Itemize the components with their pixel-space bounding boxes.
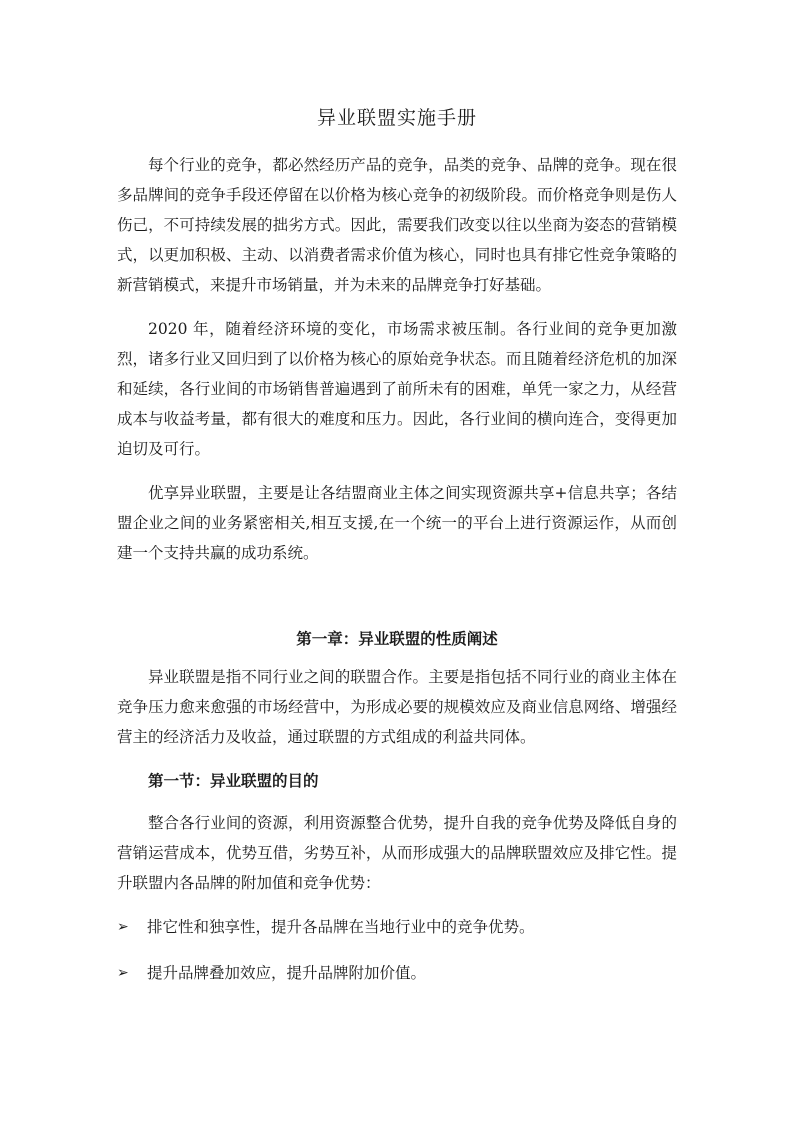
section-heading: 第一节：异业联盟的目的 bbox=[148, 771, 319, 790]
section-paragraph: 整合各行业间的资源，利用资源整合优势，提升自我的竞争优势及降低自身的营销运营成本，优势互借，劣势互补，从而形成强大的品牌联盟效应及排它性。提升联盟内各品牌的附加值和竞争优势： bbox=[117, 814, 677, 892]
intro-paragraph: 每个行业的竞争，都必然经历产品的竞争，品类的竞争、品牌的竞争。现在很多品牌间的竞争手段还停留在以价格为核心竞争的初级阶段。而价格竞争则是伤人伤己，不可持续发展的拙劣方式。因此，需要我们改变以往以坐商为姿态的营销模式，以更加积极、主动、以消费者需求价值为核心，同时也具有排它性竞争策略的新营销模式，来提升市场销量，并为未来的品牌竞争打好基础。 bbox=[117, 156, 677, 294]
intro-paragraph: 优享异业联盟，主要是让各结盟商业主体之间实现资源共享+信息共享；各结盟企业之间的业务紧密相关,相互支援,在一个统一的平台上进行资源运作，从而创建一个支持共赢的成功系统。 bbox=[117, 484, 677, 562]
bullet-list bbox=[117, 912, 677, 988]
chapter-paragraph: 异业联盟是指不同行业之间的联盟合作。主要是指包括不同行业的商业主体在竞争压力愈来愈强的市场经营中，为形成必要的规模效应及商业信息网络、增强经营主的经济活力及收益，通过联盟的方式组成的利益共同体。 bbox=[117, 668, 677, 746]
list-item-text: 提升品牌叠加效应，提升品牌附加价值。 bbox=[147, 964, 427, 982]
intro-paragraph: 2020 年，随着经济环境的变化，市场需求被压制。各行业间的竞争更加激烈，诸多行业又回归到了以价格为核心的原始竞争状态。而且随着经济危机的加深和延续，各行业间的市场销售普遍遇到了前所未有的困难，单凭一家之力，从经营成本与收益考量，都有很大的难度和压力。因此，各行业间的横向连合，变得更加迫切及可行。 bbox=[117, 320, 677, 458]
document-title: 异业联盟实施手册 bbox=[316, 107, 477, 129]
arrowhead-bullet-icon: ➢ bbox=[117, 965, 129, 981]
list-item-text: 排它性和独享性，提升各品牌在当地行业中的竞争优势。 bbox=[147, 918, 535, 936]
chapter-heading: 第一章：异业联盟的性质阐述 bbox=[296, 629, 498, 648]
document-body bbox=[117, 150, 677, 1004]
list-item bbox=[117, 912, 677, 942]
arrowhead-bullet-icon: ➢ bbox=[117, 919, 129, 935]
list-item bbox=[117, 958, 677, 988]
